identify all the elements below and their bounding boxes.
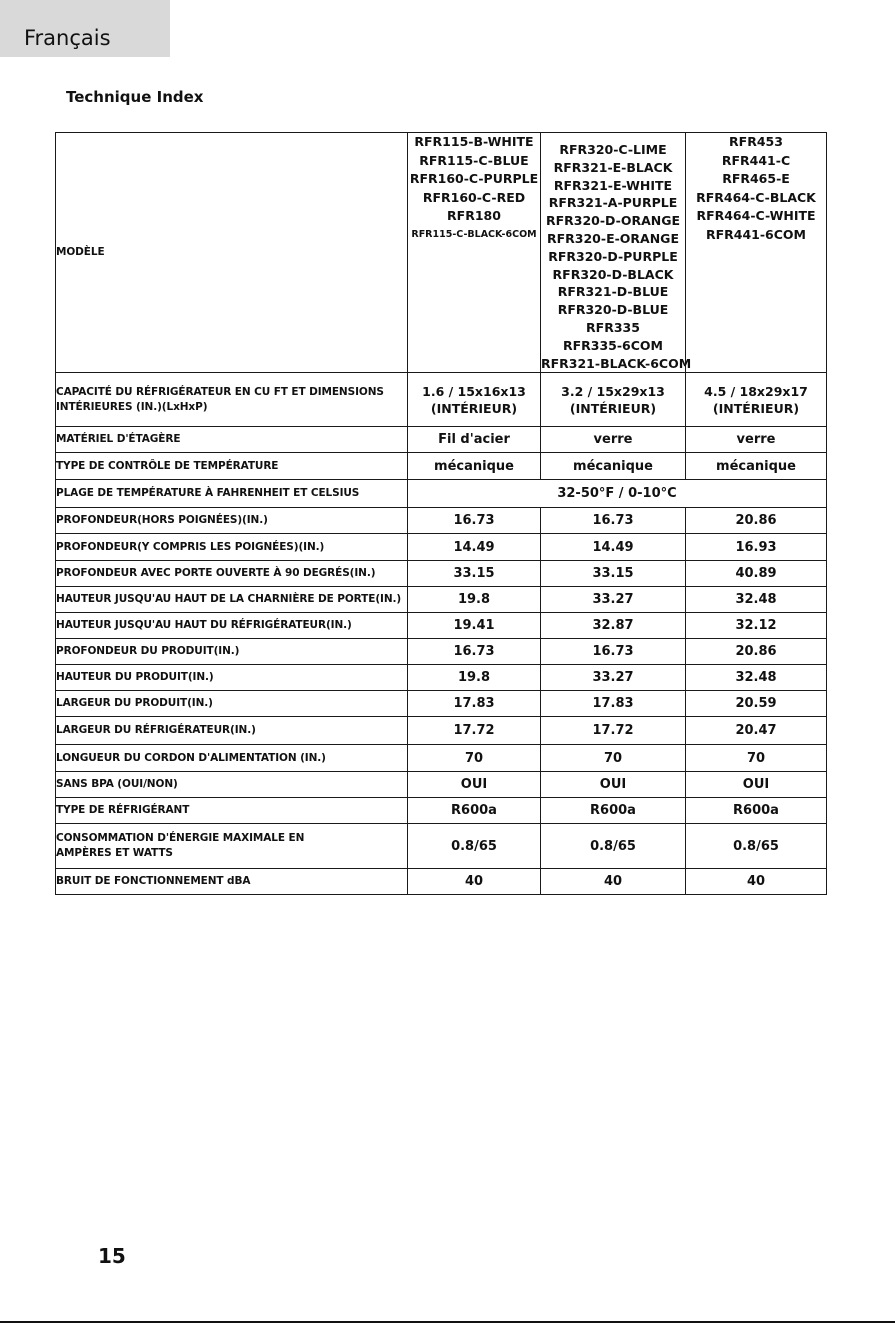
capacity-cell (408, 373, 541, 427)
row-label: PROFONDEUR AVEC PORTE OUVERTE À 90 DEGRÉS(IN.) (56, 561, 408, 587)
row-label: LONGUEUR DU CORDON D'ALIMENTATION (IN.) (56, 745, 408, 772)
table-cell: 33.15 (541, 561, 686, 587)
table-cell: 32.87 (541, 613, 686, 639)
table-cell: 40 (541, 869, 686, 895)
row-label: SANS BPA (OUI/NON) (56, 772, 408, 798)
table-cell: 17.72 (541, 717, 686, 745)
table-cell: 0.8/65 (686, 824, 827, 869)
table-cell: 17.83 (541, 691, 686, 717)
model-name: RFR320-D-PURPLE (548, 248, 678, 264)
table-cell: R600a (541, 798, 686, 824)
section-title: Technique Index (66, 88, 204, 106)
model-cell-1 (408, 133, 541, 373)
model-name: RFR441-6COM (705, 226, 806, 242)
table-cell: 14.49 (541, 534, 686, 561)
model-name: RFR453 (729, 134, 783, 149)
model-name: RFR321-E-WHITE (553, 177, 673, 193)
table-cell: 19.8 (408, 665, 541, 691)
table-row (56, 427, 827, 453)
row-label: TYPE DE RÉFRIGÉRANT (56, 798, 408, 824)
language-tab: Français (0, 0, 170, 57)
table-row-temp-range (56, 480, 827, 508)
model-name: RFR115-C-BLUE (419, 152, 529, 168)
model-name: RFR335 (586, 319, 640, 335)
table-cell: 32.48 (686, 665, 827, 691)
table-cell: 70 (686, 745, 827, 772)
model-name: RFR320-D-ORANGE (545, 213, 681, 229)
model-cell-3 (686, 133, 827, 373)
table-cell: 16.73 (541, 639, 686, 665)
table-cell: 20.59 (686, 691, 827, 717)
model-name: RFR321-D-BLUE (557, 284, 669, 300)
table-row (56, 534, 827, 561)
capacity-cell (686, 373, 827, 427)
table-cell: 20.47 (686, 717, 827, 745)
row-label: PROFONDEUR DU PRODUIT(IN.) (56, 639, 408, 665)
table-cell: 16.73 (408, 508, 541, 534)
model-name: RFR160-C-RED (422, 189, 526, 205)
table-cell: 33.27 (541, 587, 686, 613)
row-label: BRUIT DE FONCTIONNEMENT dBA (56, 869, 408, 895)
table-row (56, 717, 827, 745)
model-name: RFR320-C-LIME (559, 142, 667, 157)
table-cell: 20.86 (686, 508, 827, 534)
row-label: MATÉRIEL D'ÉTAGÈRE (56, 427, 408, 453)
row-label: CONSOMMATION D'ÉNERGIE MAXIMALE EN AMPÈRES ET WATTS (56, 824, 408, 869)
capacity-note: (INTÉRIEUR) (569, 400, 657, 416)
table-row (56, 665, 827, 691)
row-label: CAPACITÉ DU RÉFRIGÉRATEUR EN CU FT ET DIMENSIONS INTÉRIEURES (IN.)(LxHxP) (56, 373, 408, 427)
table-cell: 0.8/65 (408, 824, 541, 869)
capacity-note: (INTÉRIEUR) (712, 400, 800, 416)
model-name: RFR115-C-BLACK-6COM (411, 228, 537, 240)
table-cell: 16.73 (541, 508, 686, 534)
row-label: HAUTEUR DU PRODUIT(IN.) (56, 665, 408, 691)
table-row (56, 639, 827, 665)
table-cell: 17.72 (408, 717, 541, 745)
table-row (56, 561, 827, 587)
table-cell: 33.15 (408, 561, 541, 587)
table-cell: mécanique (408, 453, 541, 480)
table-row (56, 824, 827, 869)
capacity-value: 4.5 / 18x29x17 (704, 383, 808, 399)
model-name: RFR321-A-PURPLE (548, 195, 678, 211)
table-row (56, 587, 827, 613)
table-cell: mécanique (686, 453, 827, 480)
bottom-rule (0, 1321, 895, 1323)
table-cell: 0.8/65 (541, 824, 686, 869)
model-name: RFR321-BLACK-6COM (541, 355, 692, 371)
model-name: RFR465-E (722, 171, 790, 186)
row-label: PROFONDEUR(Y COMPRIS LES POIGNÉES)(IN.) (56, 534, 408, 561)
capacity-note: (INTÉRIEUR) (430, 400, 518, 416)
table-row-models (56, 133, 827, 373)
capacity-cell (541, 373, 686, 427)
table-cell: 17.83 (408, 691, 541, 717)
model-name: RFR464-C-BLACK (696, 189, 816, 205)
model-name: RFR160-C-PURPLE (409, 171, 539, 186)
table-cell: verre (686, 427, 827, 453)
table-cell: 32.48 (686, 587, 827, 613)
row-label: TYPE DE CONTRÔLE DE TEMPÉRATURE (56, 453, 408, 480)
row-label: HAUTEUR JUSQU'AU HAUT DU RÉFRIGÉRATEUR(IN.) (56, 613, 408, 639)
model-name: RFR115-B-WHITE (414, 134, 534, 149)
row-label: PLAGE DE TEMPÉRATURE À FAHRENHEIT ET CELSIUS (56, 480, 408, 508)
model-name: RFR320-D-BLUE (557, 302, 669, 318)
table-cell: OUI (541, 772, 686, 798)
table-cell: 14.49 (408, 534, 541, 561)
table-row (56, 869, 827, 895)
table-cell: 70 (408, 745, 541, 772)
model-name: RFR321-E-BLACK (553, 159, 673, 175)
table-row (56, 613, 827, 639)
table-row (56, 798, 827, 824)
table-cell: 33.27 (541, 665, 686, 691)
table-cell: OUI (408, 772, 541, 798)
model-cell-2 (541, 133, 692, 373)
table-cell: mécanique (541, 453, 686, 480)
row-label: LARGEUR DU PRODUIT(IN.) (56, 691, 408, 717)
row-label: HAUTEUR JUSQU'AU HAUT DE LA CHARNIÈRE DE PORTE(IN.) (56, 587, 408, 613)
model-name: RFR464-C-WHITE (696, 208, 816, 223)
row-label: PROFONDEUR(HORS POIGNÉES)(IN.) (56, 508, 408, 534)
table-cell: R600a (686, 798, 827, 824)
temp-range-cell: 32-50°F / 0-10°C (408, 480, 827, 508)
table-row (56, 508, 827, 534)
row-label: MODÈLE (56, 133, 408, 373)
row-label: LARGEUR DU RÉFRIGÉRATEUR(IN.) (56, 717, 408, 745)
table-row (56, 745, 827, 772)
model-name: RFR320-D-BLACK (552, 266, 674, 282)
table-cell: 70 (541, 745, 686, 772)
table-cell: Fil d'acier (408, 427, 541, 453)
model-name: RFR441-C (721, 152, 791, 168)
capacity-value: 3.2 / 15x29x13 (561, 383, 665, 399)
model-name: RFR335-6COM (562, 337, 663, 353)
table-cell: R600a (408, 798, 541, 824)
table-cell: 32.12 (686, 613, 827, 639)
table-cell: 19.41 (408, 613, 541, 639)
table-cell: 19.8 (408, 587, 541, 613)
model-name: RFR180 (447, 208, 501, 223)
table-row (56, 691, 827, 717)
table-cell: OUI (686, 772, 827, 798)
table-cell: 16.73 (408, 639, 541, 665)
table-cell: 40 (686, 869, 827, 895)
table-row (56, 772, 827, 798)
page-number: 15 (98, 1244, 126, 1268)
table-row (56, 453, 827, 480)
table-cell: verre (541, 427, 686, 453)
model-name: RFR320-E-ORANGE (547, 230, 679, 246)
table-cell: 20.86 (686, 639, 827, 665)
spec-table (55, 132, 827, 895)
table-cell: 40 (408, 869, 541, 895)
capacity-value: 1.6 / 15x16x13 (422, 383, 526, 399)
table-cell: 16.93 (686, 534, 827, 561)
table-cell: 40.89 (686, 561, 827, 587)
table-row-capacity (56, 373, 827, 427)
